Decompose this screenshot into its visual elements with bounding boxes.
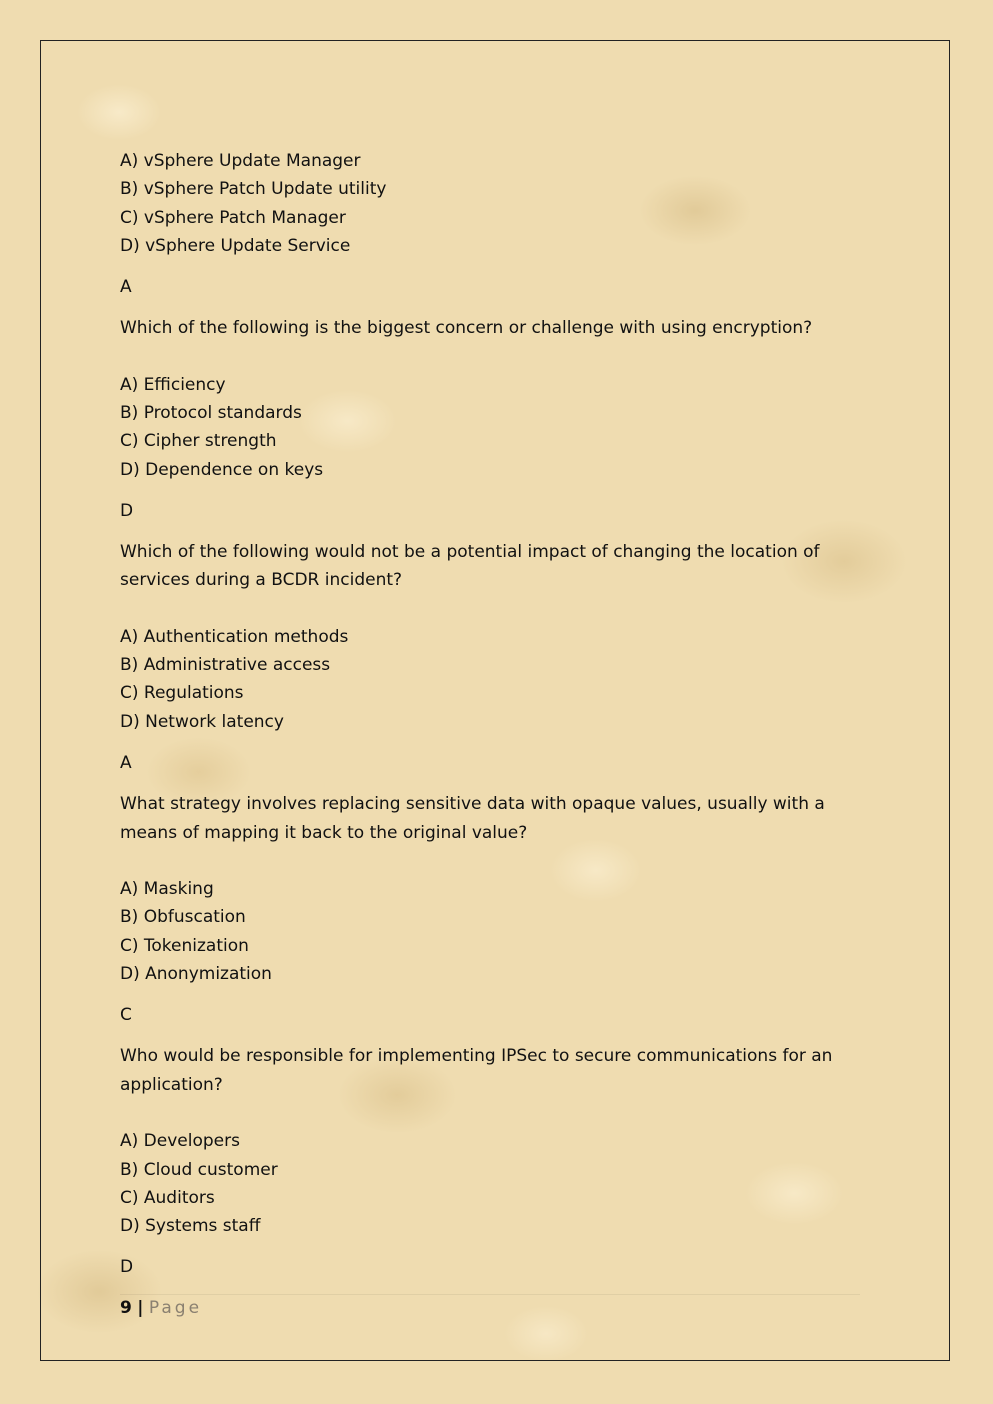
option: D) vSphere Update Service: [120, 235, 351, 256]
question-text: Which of the following is the biggest concern or challenge with using encryption?: [120, 318, 813, 339]
option: A) Efficiency: [120, 374, 226, 395]
footer-separator: |: [137, 1298, 144, 1318]
page-number: 9: [120, 1298, 132, 1318]
page-footer: [120, 1294, 860, 1321]
page-content: [120, 147, 860, 1294]
option: B) Cloud customer: [120, 1159, 278, 1180]
option: C) Regulations: [120, 683, 244, 704]
option: A) Developers: [120, 1131, 240, 1152]
option: D) Dependence on keys: [120, 459, 324, 480]
question-block: [120, 1042, 860, 1281]
option: B) Obfuscation: [120, 907, 246, 928]
option: D) Network latency: [120, 711, 284, 732]
answer-key: C: [120, 1005, 132, 1026]
question-block: [120, 538, 860, 777]
answer-key: A: [120, 753, 132, 774]
option: C) Auditors: [120, 1187, 215, 1208]
option-list: [120, 147, 860, 260]
option: D) Anonymization: [120, 963, 272, 984]
option: B) Protocol standards: [120, 402, 302, 423]
option: C) Tokenization: [120, 935, 249, 956]
option: C) Cipher strength: [120, 431, 277, 452]
question-text: What strategy involves replacing sensitive data with opaque values, usually with a means of mapping it back to the original value?: [120, 794, 825, 843]
answer-key: A: [120, 277, 132, 298]
option: B) vSphere Patch Update utility: [120, 179, 387, 200]
option: A) vSphere Update Manager: [120, 151, 361, 171]
option: C) vSphere Patch Manager: [120, 207, 346, 228]
answer-key: D: [120, 500, 134, 521]
page-label: Page: [148, 1298, 203, 1318]
question-block: [120, 314, 860, 525]
option: B) Administrative access: [120, 655, 331, 676]
question-text: Who would be responsible for implementing IPSec to secure communications for an application?: [120, 1046, 833, 1095]
option: A) Masking: [120, 879, 214, 900]
question-block: [120, 790, 860, 1029]
question-text: Which of the following would not be a potential impact of changing the location of services during a BCDR incident?: [120, 541, 820, 591]
answer-key: D: [120, 1257, 134, 1278]
option: A) Authentication methods: [120, 626, 349, 647]
option: D) Systems staff: [120, 1216, 261, 1237]
